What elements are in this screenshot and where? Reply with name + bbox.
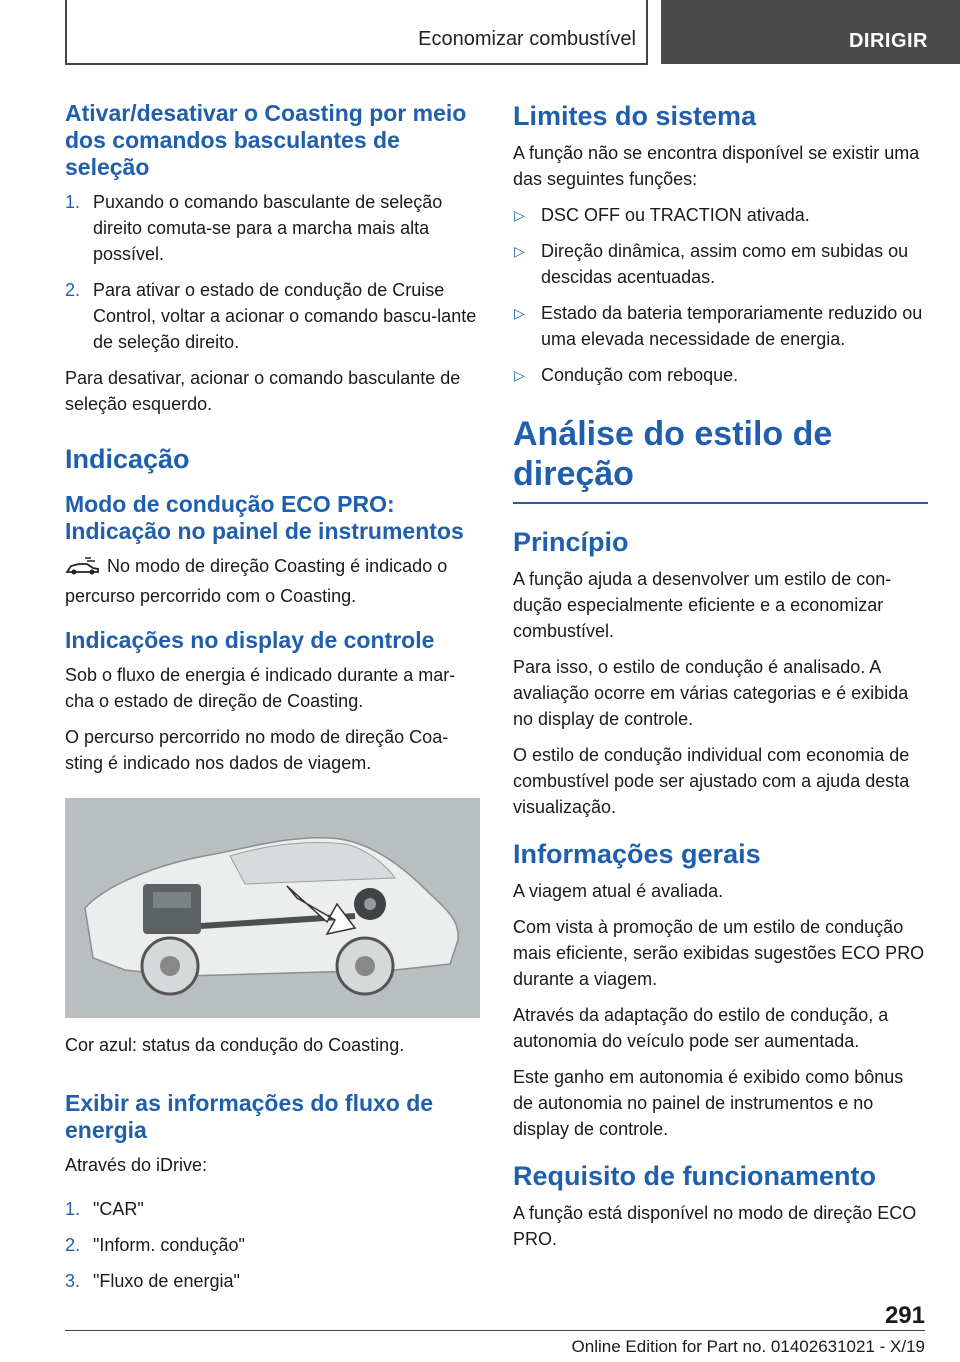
header-rule-left — [65, 0, 67, 64]
list-text: Puxando o comando basculante de seleção direito comuta-se para a marcha mais alta possível. — [93, 192, 443, 264]
heading-eco-pro: Modo de condução ECO PRO: Indicação no painel de instrumentos — [65, 491, 464, 544]
triangle-bullet-icon: ▷ — [514, 243, 525, 259]
coasting-steps — [65, 189, 480, 355]
header-rule-bottom — [65, 63, 648, 65]
list-item — [65, 1268, 480, 1294]
principio-paragraph-1: A função ajuda a desenvolver um estilo de con‐dução especialmente eficiente e a economizar combustível. — [513, 569, 892, 641]
list-text: Direção dinâmica, assim como em subidas ou descidas acentuadas. — [541, 241, 909, 287]
info-paragraph-1: A viagem atual é avaliada. — [513, 881, 724, 901]
list-text: Condução com reboque. — [541, 365, 739, 385]
header-chapter-label: DIRIGIR — [848, 30, 928, 52]
list-item — [513, 300, 928, 352]
coasting-illustration — [65, 798, 480, 1018]
heading-info: Informações gerais — [513, 839, 761, 869]
triangle-bullet-icon: ▷ — [514, 305, 525, 321]
requisito-paragraph: A função está disponível no modo de direção ECO PRO. — [513, 1203, 917, 1249]
list-text: Estado da bateria temporariamente reduzido ou uma elevada necessidade de energia. — [541, 303, 923, 349]
triangle-bullet-icon: ▷ — [514, 207, 525, 223]
list-item — [513, 238, 928, 290]
heading-indicacao: Indicação — [65, 444, 190, 474]
list-text: Para ativar o estado de condução de Cruise Control, voltar a acionar o comando bascu‐lante de seleção direito. — [93, 280, 477, 352]
heading-limites: Limites do sistema — [513, 101, 757, 131]
list-text: "Fluxo de energia" — [93, 1271, 240, 1291]
heading-display: Indicações no display de controle — [65, 627, 435, 653]
footer-rule — [65, 1330, 925, 1331]
header-section-title: Economizar combustível — [418, 28, 636, 50]
list-number: 2. — [65, 280, 81, 300]
list-text: DSC OFF ou TRACTION ativada. — [541, 205, 810, 225]
heading-coasting: Ativar/desativar o Coasting por meio dos comandos basculantes de seleção — [65, 100, 467, 180]
eco-pro-text: No modo de direção Coasting é indicado o percurso percorrido com o Coasting. — [65, 556, 448, 606]
heading-rule — [513, 502, 928, 504]
limites-intro: A função não se encontra disponível se existir uma das seguintes funções: — [513, 143, 920, 189]
fluxo-intro: Através do iDrive: — [65, 1155, 208, 1175]
coasting-off-text: Para desativar, acionar o comando basculante de seleção esquerdo. — [65, 368, 461, 414]
info-paragraph-4: Este ganho em autonomia é exibido como bônus de autonomia no painel de instrumentos e no display de controle. — [513, 1067, 904, 1139]
list-item — [65, 1196, 480, 1222]
heading-requisito: Requisito de funcionamento — [513, 1161, 877, 1191]
list-number: 1. — [65, 1199, 81, 1219]
list-number: 3. — [65, 1271, 81, 1291]
header-rule-mid — [646, 0, 648, 64]
list-text: "CAR" — [93, 1199, 144, 1219]
display-paragraph-2: O percurso percorrido no modo de direção Coa‐sting é indicado nos dados de viagem. — [65, 727, 449, 773]
info-paragraph-2: Com vista à promoção de um estilo de condução mais eficiente, serão exibidas sugestões ECO PRO durante a viagem. — [513, 917, 925, 989]
footer-edition: Online Edition for Part no. 01402631021 - X/19 — [571, 1337, 925, 1356]
list-number: 2. — [65, 1235, 81, 1255]
list-item — [65, 1232, 480, 1258]
principio-paragraph-3: O estilo de condução individual com economia de combustível pode ser ajustado com a ajuda desta visualização. — [513, 745, 910, 817]
principio-paragraph-2: Para isso, o estilo de condução é analisado. A avaliação ocorre em várias categorias e é exibida no display de controle. — [513, 657, 909, 729]
right-column — [513, 100, 928, 1262]
heading-analise: Análise do estilo de direção — [513, 415, 833, 493]
heading-fluxo: Exibir as informações do fluxo de energia — [65, 1090, 434, 1143]
page-number: 291 — [884, 1302, 925, 1329]
heading-principio: Princípio — [513, 527, 629, 557]
eco-pro-paragraph — [65, 553, 480, 609]
fluxo-steps — [65, 1196, 480, 1294]
display-paragraph-1: Sob o fluxo de energia é indicado durante a mar‐cha o estado de direção de Coasting. — [65, 665, 456, 711]
limites-list — [513, 202, 928, 388]
left-column — [65, 100, 480, 1304]
coasting-car-icon — [65, 556, 101, 583]
info-paragraph-3: Através da adaptação do estilo de condução, a autonomia do veículo pode ser aumentada. — [513, 1005, 889, 1051]
list-item — [513, 202, 928, 228]
list-item — [65, 277, 480, 355]
list-item — [513, 362, 928, 388]
list-number: 1. — [65, 192, 81, 212]
list-text: "Inform. condução" — [93, 1235, 245, 1255]
triangle-bullet-icon: ▷ — [514, 367, 525, 383]
header-chapter-tab — [661, 0, 960, 64]
figure-caption: Cor azul: status da condução do Coasting. — [65, 1035, 405, 1055]
list-item — [65, 189, 480, 267]
